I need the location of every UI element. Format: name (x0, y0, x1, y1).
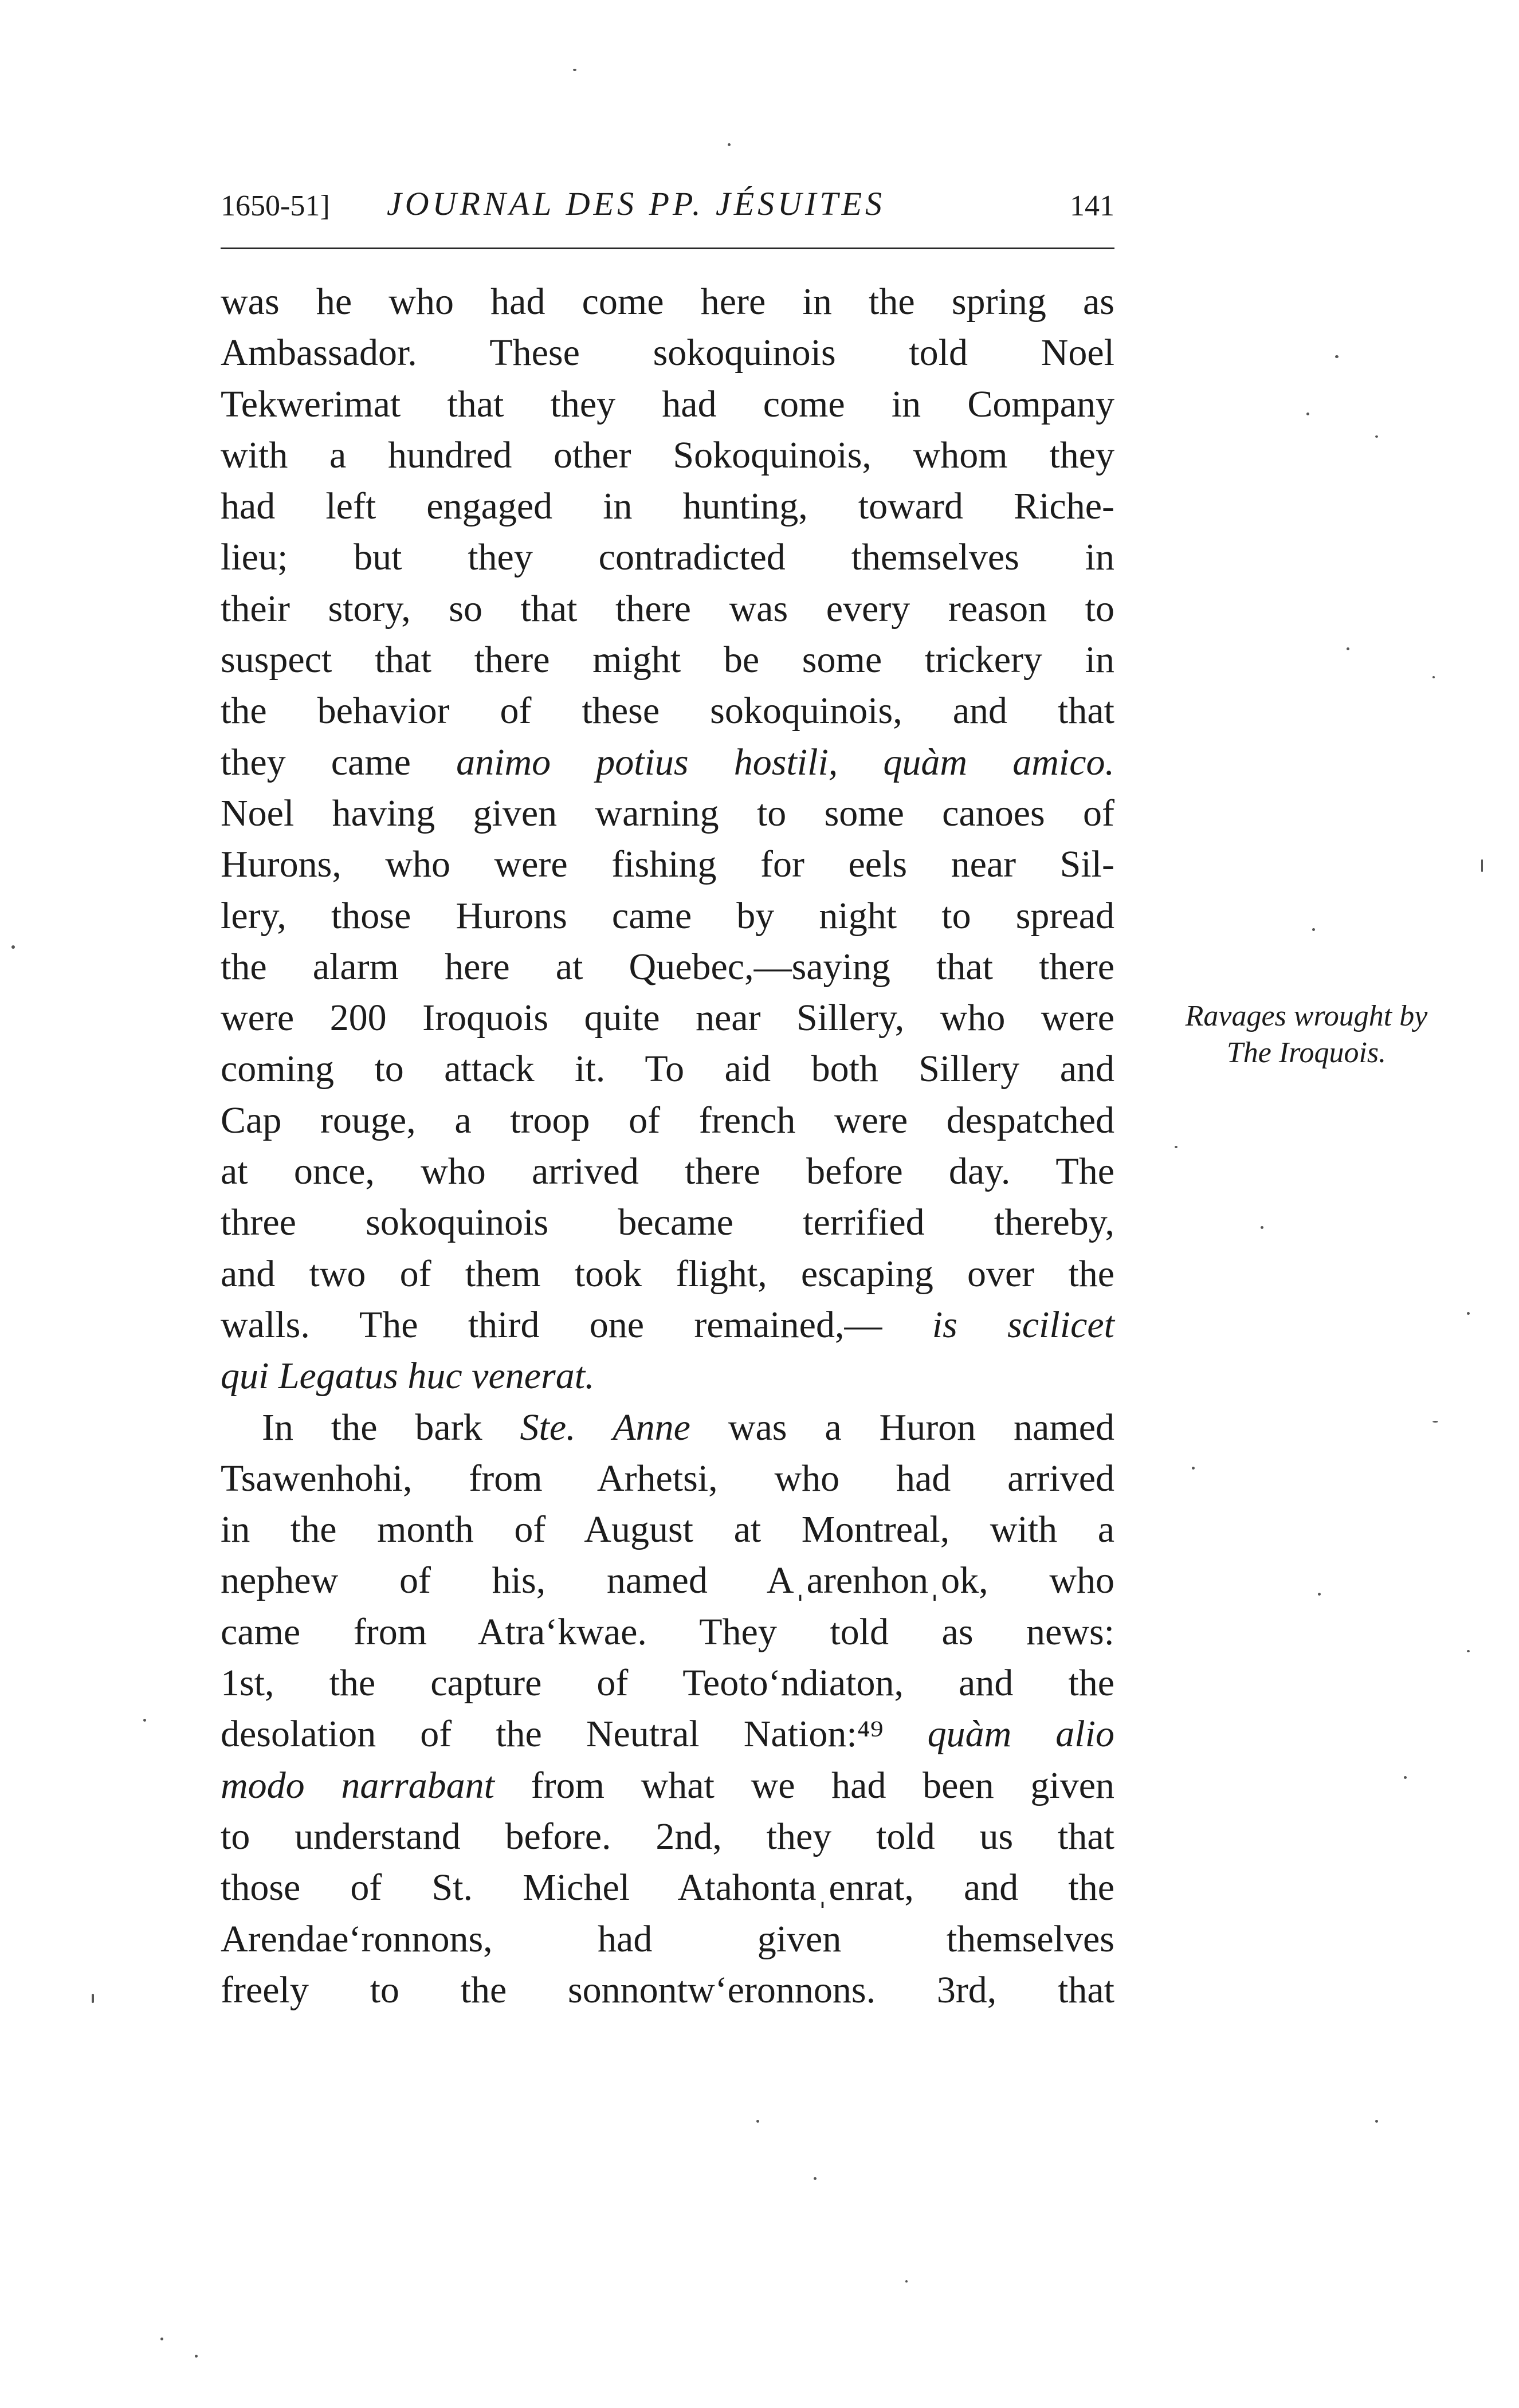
scan-speck (1347, 647, 1349, 650)
scan-speck (1375, 435, 1378, 438)
text-segment: coming to attack it. To aid both Sillery and (221, 1048, 1114, 1090)
text-segment: Tekwerimat that they had come in Company (221, 383, 1114, 425)
scan-speck (160, 2338, 163, 2340)
text-segment: with a hundred other Sokoquinois, whom they (221, 434, 1114, 476)
text-segment: desolation of the Neutral Nation:⁴⁹ (221, 1713, 928, 1755)
scan-speck (1175, 1146, 1177, 1148)
scan-speck (1432, 1421, 1438, 1423)
scan-speck (728, 143, 731, 146)
text-line (221, 1914, 1114, 1965)
italic-text-segment: quàm alio (927, 1713, 1114, 1755)
scan-speck (756, 2120, 759, 2123)
text-line (221, 1965, 1114, 2016)
text-segment: the alarm here at Quebec,—saying that there (221, 945, 1114, 988)
text-segment: lieu; but they contradicted themselves in (221, 536, 1114, 579)
scan-speck (1261, 1226, 1263, 1229)
italic-text-segment: animo potius hostili, quàm amico. (456, 741, 1114, 783)
text-segment: nephew of his, named Aˌarenhonˌok, who (221, 1559, 1114, 1602)
text-line (221, 1350, 1114, 1401)
scan-speck (92, 1994, 94, 2003)
text-line (221, 327, 1114, 378)
text-segment: the behavior of these sokoquinois, and that (221, 690, 1114, 732)
text-line (221, 1043, 1114, 1094)
text-segment: Arendae‘ronnons, had given themselves (221, 1918, 1114, 1960)
page-number: 141 (1070, 190, 1114, 222)
scan-speck (814, 2177, 817, 2180)
scan-speck (1467, 1312, 1470, 1315)
scan-speck (1375, 2120, 1378, 2123)
italic-text-segment: qui Legatus huc venerat. (221, 1355, 595, 1397)
text-segment: freely to the sonnontw‘eronnons. 3rd, that (221, 1969, 1114, 2011)
text-segment: from what we had been given (494, 1764, 1114, 1806)
text-segment: came from Atra‘kwae. They told as news: (221, 1610, 1114, 1653)
text-line (221, 1197, 1114, 1248)
scan-speck (143, 1719, 146, 1722)
header-title: JOURNAL DES PP. JÉSUITES (387, 185, 886, 222)
text-segment: In the bark (262, 1406, 520, 1448)
text-line (221, 1299, 1114, 1350)
text-segment: had left engaged in hunting, toward Riche- (221, 485, 1114, 528)
text-line (221, 992, 1114, 1043)
text-segment: Tsawenhohi, from Arhetsi, who had arrived (221, 1457, 1114, 1499)
text-segment: to understand before. 2nd, they told us that (221, 1815, 1114, 1857)
text-line (221, 379, 1114, 430)
scan-speck (1192, 1467, 1195, 1470)
text-line (221, 890, 1114, 941)
scan-speck (1404, 1776, 1407, 1779)
scan-speck (1467, 1650, 1470, 1652)
italic-text-segment: is scilicet (932, 1303, 1114, 1346)
text-line (221, 1248, 1114, 1299)
text-segment: lery, those Hurons came by night to spread (221, 894, 1114, 937)
text-segment: Cap rouge, a troop of french were despatched (221, 1099, 1114, 1141)
text-line (221, 1760, 1114, 1811)
scan-speck (11, 945, 15, 949)
text-segment: those of St. Michel Atahontaˌenrat, and the (221, 1867, 1114, 1909)
text-segment: they came (221, 741, 457, 783)
scan-speck (1335, 355, 1339, 358)
text-line (221, 685, 1114, 736)
scan-speck (905, 2280, 908, 2283)
text-line (221, 1453, 1114, 1504)
text-line (221, 430, 1114, 481)
scan-speck (1312, 928, 1315, 931)
text-line (221, 481, 1114, 532)
text-line (221, 1146, 1114, 1197)
italic-text-segment: modo narrabant (221, 1764, 495, 1806)
text-line (221, 532, 1114, 583)
scan-speck (1306, 413, 1309, 415)
text-segment: Noel having given warning to some canoes of (221, 792, 1114, 834)
text-segment: was he who had come here in the spring as (221, 281, 1114, 323)
body-text (221, 276, 1114, 2016)
margin-note (1135, 998, 1478, 1071)
text-segment: were 200 Iroquois quite near Sillery, who were (221, 997, 1114, 1039)
scan-speck (1432, 676, 1435, 678)
text-line (221, 276, 1114, 327)
text-segment: their story, so that there was every reason to (221, 587, 1114, 630)
scan-speck (1481, 859, 1483, 872)
scan-speck (573, 69, 576, 71)
text-line (221, 1095, 1114, 1146)
text-line (221, 634, 1114, 685)
text-line (221, 583, 1114, 634)
text-line (221, 1708, 1114, 1759)
margin-note-line-2: The Iroquois. (1226, 1036, 1387, 1069)
margin-note-line-1: Ravages wrought by (1185, 1000, 1428, 1032)
text-line (221, 1555, 1114, 1606)
text-line (221, 1657, 1114, 1708)
italic-text-segment: Ste. Anne (520, 1406, 690, 1448)
running-header (221, 184, 1114, 230)
text-line (221, 1606, 1114, 1657)
text-line (221, 1504, 1114, 1555)
text-line (221, 737, 1114, 788)
text-segment: and two of them took flight, escaping over the (221, 1252, 1114, 1295)
text-segment: 1st, the capture of Teoto‘ndiaton, and the (221, 1662, 1114, 1704)
header-years: 1650-51] (221, 190, 330, 222)
text-line (221, 1402, 1114, 1453)
text-line (221, 788, 1114, 839)
text-segment: Hurons, who were fishing for eels near Sil- (221, 843, 1114, 886)
scan-speck (1318, 1593, 1321, 1596)
text-segment: suspect that there might be some trickery in (221, 639, 1114, 681)
text-segment: Ambassador. These sokoquinois told Noel (221, 332, 1114, 374)
text-segment: in the month of August at Montreal, with a (221, 1509, 1114, 1551)
text-segment: walls. The third one remained,— (221, 1303, 932, 1346)
text-segment: three sokoquinois became terrified thereby, (221, 1201, 1114, 1244)
text-line (221, 941, 1114, 992)
text-line (221, 839, 1114, 890)
header-rule (221, 248, 1114, 249)
text-segment: at once, who arrived there before day. The (221, 1150, 1114, 1193)
text-line (221, 1811, 1114, 1862)
scan-speck (195, 2355, 198, 2358)
text-segment: was a Huron named (690, 1406, 1114, 1448)
text-line (221, 1862, 1114, 1913)
